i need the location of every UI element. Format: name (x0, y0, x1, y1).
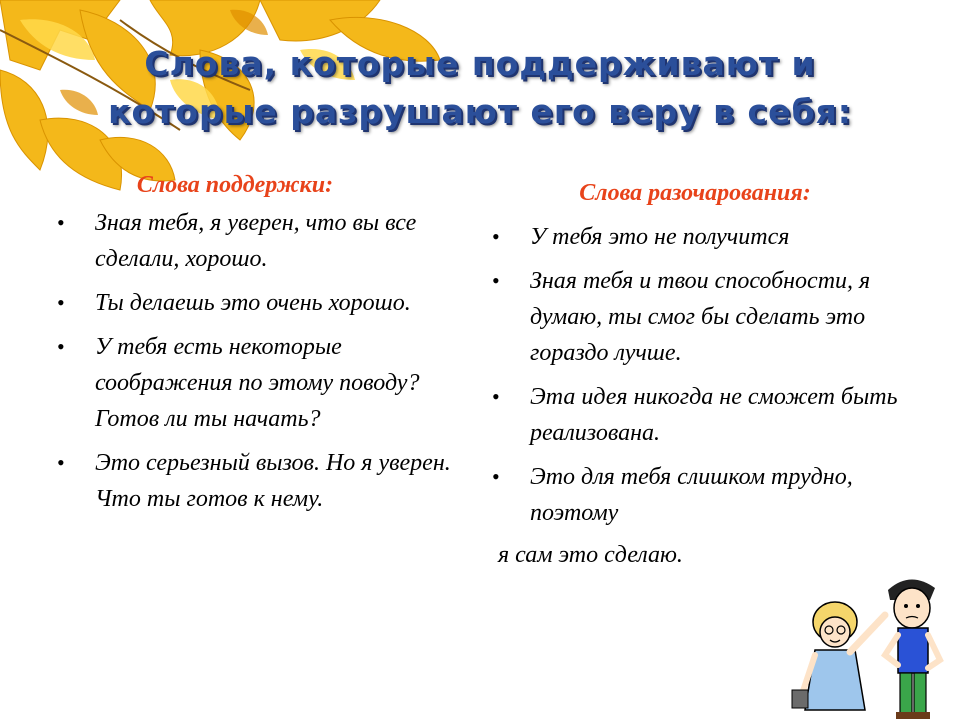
title-line-1: Слова, которые поддерживают и (144, 44, 816, 83)
bullet-icon: • (57, 334, 65, 359)
bullet-icon: • (492, 384, 500, 409)
list-item (490, 219, 930, 255)
list-item-text: Эта идея никогда не сможет быть реализована. (530, 384, 898, 446)
list-item (490, 263, 930, 371)
bullet-icon: • (492, 224, 500, 249)
list-item-text: Ты делаешь это очень хорошо. (95, 290, 411, 316)
bullet-icon: • (57, 290, 65, 315)
disappointment-list (490, 219, 930, 531)
list-item (55, 205, 465, 277)
disappointment-words-column (490, 180, 930, 573)
list-item-text: У тебя есть некоторые соображения по этому поводу? Готов ли ты начать? (95, 334, 420, 432)
disappointment-heading: Слова разочарования: (579, 180, 811, 206)
list-item-text: У тебя это не получится (530, 224, 790, 250)
list-item (490, 459, 930, 531)
support-words-column (55, 172, 465, 525)
cartoon-man-icon (885, 579, 940, 719)
cartoon-woman-icon (792, 602, 885, 710)
support-list (55, 205, 465, 517)
list-item-text: Зная тебя и твои способности, я думаю, ты смог бы сделать это гораздо лучше. (530, 268, 871, 366)
bullet-icon: • (492, 268, 500, 293)
bullet-icon: • (492, 464, 500, 489)
list-item (490, 379, 930, 451)
list-item-text: Зная тебя, я уверен, что вы все сделали, хорошо. (95, 210, 417, 272)
bullet-icon: • (57, 210, 65, 235)
slide-title (0, 40, 960, 136)
list-item (55, 285, 465, 321)
list-item-text: Это серьезный вызов. Но я уверен. Что ты готов к нему. (95, 450, 451, 512)
list-item (55, 445, 465, 517)
cartoon-people-illustration (790, 560, 960, 720)
list-item (55, 329, 465, 437)
bullet-icon: • (57, 450, 65, 475)
support-heading: Слова поддержки: (136, 172, 334, 198)
list-item-text: Это для тебя слишком трудно, поэтому (530, 464, 853, 526)
list-tail-text: я сам это сделаю. (498, 542, 683, 568)
title-line-2: которые разрушают его веру в себя: (108, 92, 852, 131)
